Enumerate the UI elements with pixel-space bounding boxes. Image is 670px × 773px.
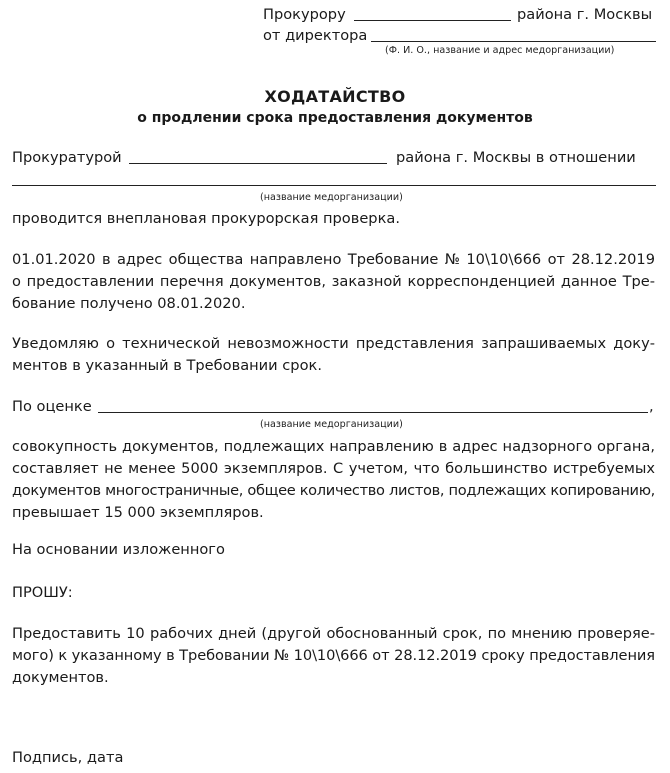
paragraph-volume-line-4: превышает 15 000 экземпляров. xyxy=(12,504,264,521)
addressee-prefix: Прокурору xyxy=(263,6,346,23)
paragraph-volume xyxy=(12,436,655,524)
paragraph-volume-line-3: документов многостраничные, общее количество листов, подлежащих копированию, xyxy=(12,482,655,499)
basis-line: На основании изложенного xyxy=(12,541,225,558)
estimate-prefix: По оценке xyxy=(12,398,92,415)
paragraph-notice-line-2: ментов в указанный в Требовании срок. xyxy=(12,357,322,374)
signature-date: Подпись, дата xyxy=(12,749,124,766)
estimate-blank-line xyxy=(98,412,648,413)
estimate-caption: (название медорганизации) xyxy=(260,419,403,430)
intro-blank-line xyxy=(129,163,387,164)
intro-prefix: Прокуратурой xyxy=(12,149,122,166)
paragraph-requirement-line-2: о предоставлении перечня документов, заказной корреспонденцией данное Тре- xyxy=(12,273,655,290)
paragraph-requirement-line-3: бование получено 08.01.2020. xyxy=(12,295,246,312)
paragraph-requirement-line-1: 01.01.2020 в адрес общества направлено Требование № 10\10\666 от 28.12.2019 xyxy=(12,251,655,268)
paragraph-volume-line-1: совокупность документов, подлежащих направлению в адрес надзорного органа, xyxy=(12,438,655,455)
estimate-comma: , xyxy=(649,398,654,415)
sender-prefix: от директора xyxy=(263,27,368,44)
addressee-suffix: района г. Москвы xyxy=(517,6,653,23)
paragraph-volume-line-2: составляет не менее 5000 экземпляров. С учетом, что большинство истребуемых xyxy=(12,460,655,477)
intro-continuation: проводится внеплановая прокурорская проверка. xyxy=(12,210,400,227)
request-heading: ПРОШУ: xyxy=(12,584,73,601)
paragraph-request-line-2: мого) к указанному в Требовании № 10\10\666 от 28.12.2019 сроку предоставления xyxy=(12,647,655,664)
paragraph-request-line-3: документов. xyxy=(12,669,109,686)
sender-blank-line xyxy=(371,41,656,42)
document-subtitle: о продлении срока предоставления документов xyxy=(137,110,533,126)
paragraph-request-line-1: Предоставить 10 рабочих дней (другой обоснованный срок, по мнению проверяе- xyxy=(12,625,655,642)
intro-suffix: района г. Москвы в отношении xyxy=(396,149,636,166)
paragraph-notice xyxy=(12,333,655,377)
paragraph-requirement xyxy=(12,249,655,315)
sender-caption: (Ф. И. О., название и адрес медорганизации) xyxy=(385,45,615,56)
organization-blank-line xyxy=(12,185,656,186)
addressee-blank-line xyxy=(354,20,511,21)
document-title: ХОДАТАЙСТВО xyxy=(264,87,406,106)
organization-caption: (название медорганизации) xyxy=(260,192,403,203)
paragraph-request xyxy=(12,623,655,689)
paragraph-notice-line-1: Уведомляю о технической невозможности представления запрашиваемых доку- xyxy=(12,335,655,352)
